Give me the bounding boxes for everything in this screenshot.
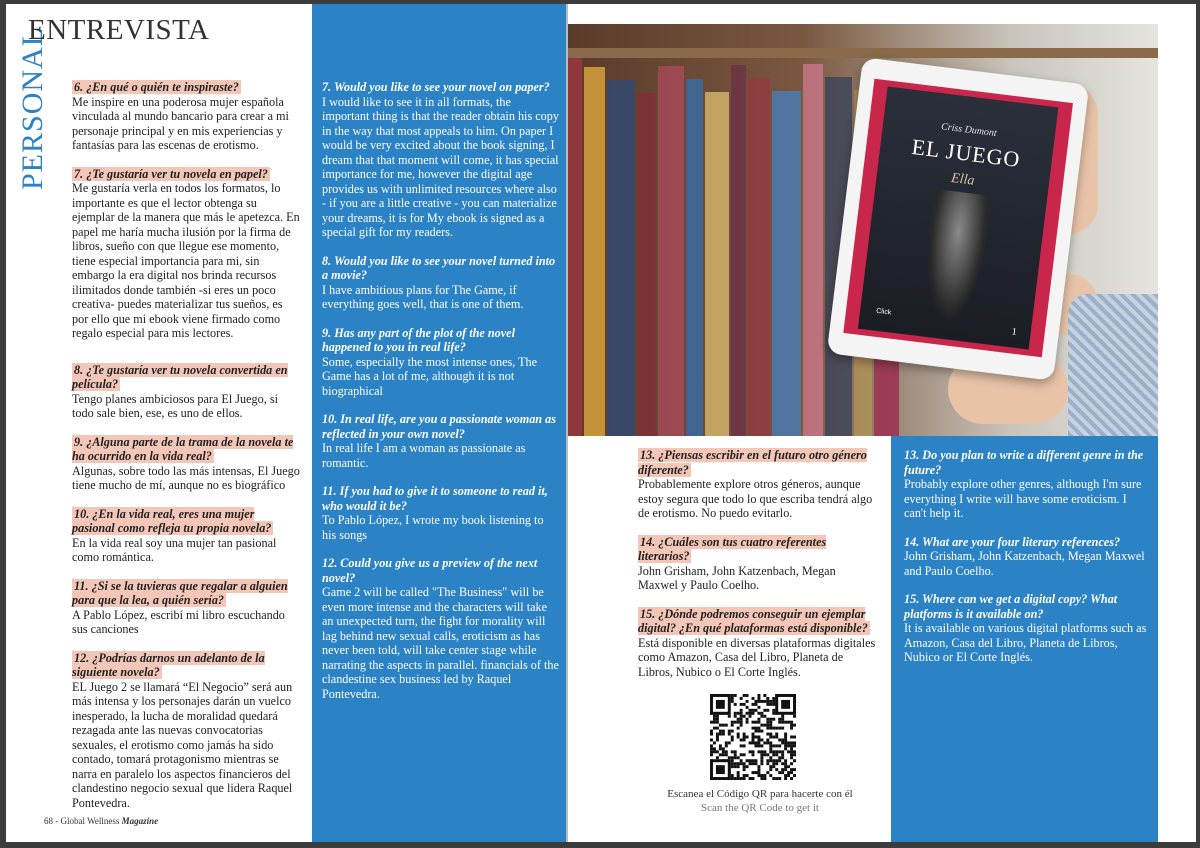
cover-volume-number: 1 (1010, 326, 1018, 338)
shelf-plank (568, 48, 1158, 58)
cover-author: Criss Dumont (940, 121, 998, 140)
answer-text: Probablemente explore otros géneros, aunque estoy segura que todo lo que escriba tendrá algo de erotismo. No puedo evitarlo. (638, 477, 873, 520)
question-text: 15. Where can we get a digital copy? What platforms is it available on? (904, 592, 1118, 621)
cover-publisher-logo: Click (875, 307, 892, 317)
question-text: 9. ¿Alguna parte de la trama de la novela te ha ocurrido en la vida real? (72, 434, 294, 463)
question-text: 10. ¿En la vida real, eres una mujer pasional como refleja tu propia novela? (72, 506, 272, 535)
book-spine (637, 93, 656, 436)
english-column-left (322, 80, 560, 715)
interview-item (904, 535, 1150, 579)
interview-item (638, 607, 878, 680)
interview-item (322, 254, 560, 312)
qr-caption-english: Scan the QR Code to get it (701, 802, 819, 814)
cover-title: EL JUEGO (910, 133, 1022, 173)
question-text: 13. Do you plan to write a different genre in the future? (904, 448, 1144, 477)
answer-text: Me gustaría verla en todos los formatos, lo importante es que el lector obtenga su ejemplar de la manera que más le apetezca. En papel me haría mucha ilusión por la firma de libros, sueño con que llegue ese momento, tiene especial importancia para mi, sin embargo la era digital nos brinda recursos ilimitados donde también -si eres un poco creativa- puedes materializar tus sueños, es por ello que mi ebook viene firmado como regalo especial para mis lectores. (72, 181, 300, 340)
answer-text: John Grisham, John Katzenbach, Megan Maxwel and Paulo Coelho. (904, 549, 1145, 578)
question-text: 10. In real life, are you a passionate woman as reflected in your own novel? (322, 412, 556, 441)
question-text: 12. Could you give us a preview of the next novel? (322, 556, 538, 585)
interview-item (72, 579, 300, 637)
question-text: 12. ¿Podrías darnos un adelanto de la siguiente novela? (72, 650, 265, 679)
book-spine (803, 64, 823, 436)
question-text: 13. ¿Piensas escribir en el futuro otro género diferente? (638, 448, 867, 477)
answer-text: I have ambitious plans for The Game, if everything goes well, that is one of them. (322, 282, 524, 311)
interview-item (72, 80, 300, 153)
footer-magazine: Magazine (121, 816, 159, 826)
question-text: 7. ¿Te gustaría ver tu novela en papel? (74, 166, 268, 181)
book-spine (705, 92, 729, 436)
interview-item (322, 412, 560, 470)
interview-item (638, 448, 878, 521)
interview-item (72, 363, 300, 421)
interview-item (638, 535, 878, 593)
question-text: 9. Has any part of the plot of the novel happened to you in real life? (322, 325, 515, 354)
section-side-label: PERSONAL (16, 26, 49, 190)
interview-item (72, 651, 300, 811)
answer-text: In real life I am a woman as passionate as romantic. (322, 441, 526, 470)
answer-text: En la vida real soy una mujer tan pasional como romántica. (72, 535, 277, 564)
answer-text: I would like to see it in all formats, the important thing is that the reader obtain his copy in the way that most appeals to him. On paper I would be very excited about the book signing, I dream that that moment will come, it has special importance for me, however the digital age provides us with unlimited resources where also - if you are a little creative - you can materialize your dreams, it is for My ebook is signed as a special gift for my readers. (322, 94, 559, 239)
book-spine (748, 78, 770, 436)
answer-text: Me inspire en una poderosa mujer española vinculada al mundo bancario para crear a mi personaje principal y en mis experiencias y fantasías para las escenas de erotismo. (72, 94, 289, 152)
question-text: 11. If you had to give it to someone to read it, who would it be? (322, 484, 548, 513)
sleeve-image (1068, 294, 1158, 436)
question-text: 6. ¿En qué o quién te inspiraste? (74, 80, 239, 94)
spanish-column-left (72, 80, 300, 824)
book-spine (731, 65, 746, 436)
answer-text: Game 2 will be called "The Business" will be even more intense and the characters will take an unexpected turn, the fight for morality will lag behind new sexual calls, eroticism as has never been told, will take center stage while narrating the aspects in parallel. financials of the clandestine sex business led by Raquel Pontevedra. (322, 585, 559, 701)
question-text: 14. What are your four literary references? (904, 534, 1121, 549)
answer-text: Tengo planes ambiciosos para El Juego, si todo sale bien, ese, es uno de ellos. (72, 391, 278, 420)
cover-figure-image (918, 189, 993, 325)
interview-item (904, 592, 1150, 665)
question-text: 7. Would you like to see your novel on paper? (322, 80, 550, 94)
answer-text: It is available on various digital platforms such as Amazon, Casa del Libro, Planeta de Libros, Nubico or El Corte Inglés. (904, 621, 1147, 664)
question-text: 8. Would you like to see your novel turned into a movie? (322, 253, 556, 282)
book-spine (686, 79, 703, 436)
answer-text: Probably explore other genres, although I'm sure everything I write will have some eroticism. I can't help it. (904, 477, 1142, 520)
question-text: 15. ¿Dónde podremos conseguir un ejemplar digital? ¿En qué plataformas está disponible? (638, 606, 868, 635)
book-spine (658, 66, 684, 436)
qr-caption-spanish: Escanea el Código QR para hacerte con él (667, 788, 853, 800)
answer-text: Algunas, sobre todo las más intensas, El Juego tiene mucho de mí, aunque no es biográfico (72, 463, 300, 492)
book-spine (772, 91, 801, 436)
question-text: 11. ¿Si se la tuvieras que regalar a alguien para que la lea, a quién sería? (72, 578, 288, 607)
book-spine (584, 67, 605, 436)
interview-item (904, 448, 1150, 521)
question-text: 8. ¿Te gustaría ver tu novela convertida en película? (72, 362, 288, 391)
book-spine (607, 80, 635, 436)
qr-code-icon[interactable] (710, 694, 796, 780)
cover-subtitle: Ella (950, 170, 976, 189)
answer-text: To Pablo López, I wrote my book listening to his songs (322, 513, 544, 542)
spanish-column-right (638, 448, 878, 693)
question-text: 14. ¿Cuáles son tus cuatro referentes literarios? (638, 534, 827, 563)
interview-item (322, 484, 560, 542)
book-cover (843, 79, 1073, 357)
tablet-device (827, 57, 1090, 381)
interview-item (72, 507, 300, 565)
footer-page-label: 68 - Global Wellness (44, 816, 122, 826)
interview-item (72, 435, 300, 493)
page-footer (44, 816, 158, 826)
interview-item (322, 556, 560, 701)
section-title: ENTREVISTA (28, 14, 210, 46)
answer-text: A Pablo López, escribí mi libro escuchando sus canciones (72, 607, 285, 636)
book-spine (568, 54, 582, 436)
english-column-right (904, 448, 1150, 679)
interview-item (322, 80, 560, 240)
answer-text: EL Juego 2 se llamará “El Negocio” será aun más intensa y los personajes darán un vuelco inesperado, la lucha de moralidad quedará rezagada ante las nuevas convocatorias sexuales, el erotismo como jamás ha sido contado, tomará protagonismo mientras se narra en paralelo los aspectos financieros del clandestino negocio sexual que lidera Raquel Pontevedra. (72, 679, 293, 810)
interview-item (72, 167, 300, 341)
answer-text: Está disponible en diversas plataformas digitales como Amazon, Casa del Libro, Planeta de Libros, Nubico o El Corte Inglés. (638, 635, 876, 679)
answer-text: Some, especially the most intense ones, The Game has a lot of me, although it is not biographical (322, 354, 538, 398)
answer-text: John Grisham, John Katzenbach, Megan Maxwel y Paulo Coelho. (638, 563, 836, 592)
interview-item (322, 326, 560, 399)
